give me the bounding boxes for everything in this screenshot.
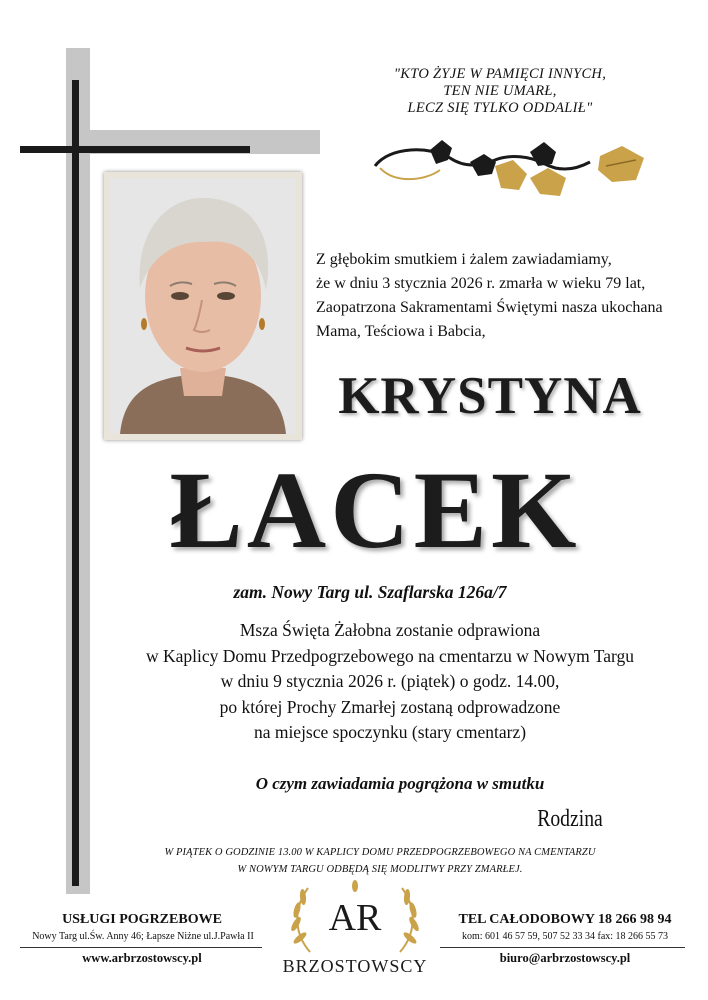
- deceased-last-name: ŁACEK: [169, 449, 581, 571]
- footer-divider-left: [20, 947, 262, 948]
- logo-mark: AR: [328, 897, 382, 939]
- prayer-line: W NOWYM TARGU ODBĘDĄ SIĘ MODLITWY PRZY ZMARŁEJ.: [237, 864, 523, 875]
- funeral-mass-info: [100, 618, 680, 746]
- mass-line: Msza Święta Żałobna zostanie odprawiona: [239, 620, 541, 640]
- website-link[interactable]: www.arbrzostowscy.pl: [82, 951, 202, 965]
- mass-line: w dniu 9 stycznia 2026 r. (piątek) o godz. 14.00,: [220, 671, 560, 691]
- deceased-address: zam. Nowy Targ ul. Szaflarska 126a/7: [233, 582, 507, 602]
- mass-line: po której Prochy Zmarłej zostaną odprowadzone: [219, 696, 561, 717]
- portrait-icon: [110, 178, 296, 434]
- prayer-info: [110, 844, 650, 878]
- quote-line: "KTO ŻYJE W PAMIĘCI INNYCH,: [393, 66, 607, 82]
- deceased-portrait: [110, 178, 296, 434]
- intro-line: Z głębokim smutkiem i żalem zawiadamiamy,: [316, 251, 612, 268]
- cross-black-vertical: [72, 80, 79, 886]
- funeral-service-title: USŁUGI POGRZEBOWE: [62, 912, 222, 927]
- intro-line: Mama, Teściowa i Babcia,: [316, 323, 486, 340]
- prayer-line: W PIĄTEK O GODZINIE 13.00 W KAPLICY DOMU PRZEDPOGRZEBOWEGO NA CMENTARZU: [164, 847, 596, 858]
- intro-line: Zaopatrzona Sakramentami Świętymi nasza ukochana: [316, 299, 663, 316]
- announcement-intro: [316, 248, 663, 344]
- funeral-service-address: Nowy Targ ul.Św. Anny 46; Łapsze Niżne ul.J.Pawła II: [32, 931, 254, 942]
- footer-divider-right: [440, 947, 685, 948]
- deceased-first-name: KRYSTYNA: [338, 367, 642, 425]
- memorial-quote: [330, 66, 670, 117]
- mass-line: na miejsce spoczynku (stary cmentarz): [253, 722, 527, 742]
- quote-line: TEN NIE UMARŁ,: [443, 83, 557, 99]
- family-signature: Rodzina: [537, 806, 603, 832]
- email-link[interactable]: biuro@arbrzostowscy.pl: [499, 951, 631, 965]
- deceased-photo-frame: [104, 172, 302, 440]
- phone-numbers: kom: 601 46 57 59, 507 52 33 34 fax: 18 266 55 73: [461, 931, 669, 942]
- intro-line: że w dniu 3 stycznia 2026 r. zmarła w wieku 79 lat,: [316, 275, 646, 292]
- company-logo: [270, 880, 440, 990]
- mass-line: w Kaplicy Domu Przedpogrzebowego na cmentarzu w Nowym Targu: [146, 645, 634, 666]
- quote-line: LECZ SIĘ TYLKO ODDALIŁ": [407, 100, 593, 116]
- mourning-notice: O czym zawiadamia pogrążona w smutku: [255, 774, 545, 793]
- cross-black-horizontal: [20, 146, 250, 153]
- phone-title: TEL CAŁODOBOWY 18 266 98 94: [458, 912, 672, 927]
- logo-name: BRZOSTOWSCY: [282, 956, 428, 976]
- leaf-ornament-icon: [370, 136, 660, 206]
